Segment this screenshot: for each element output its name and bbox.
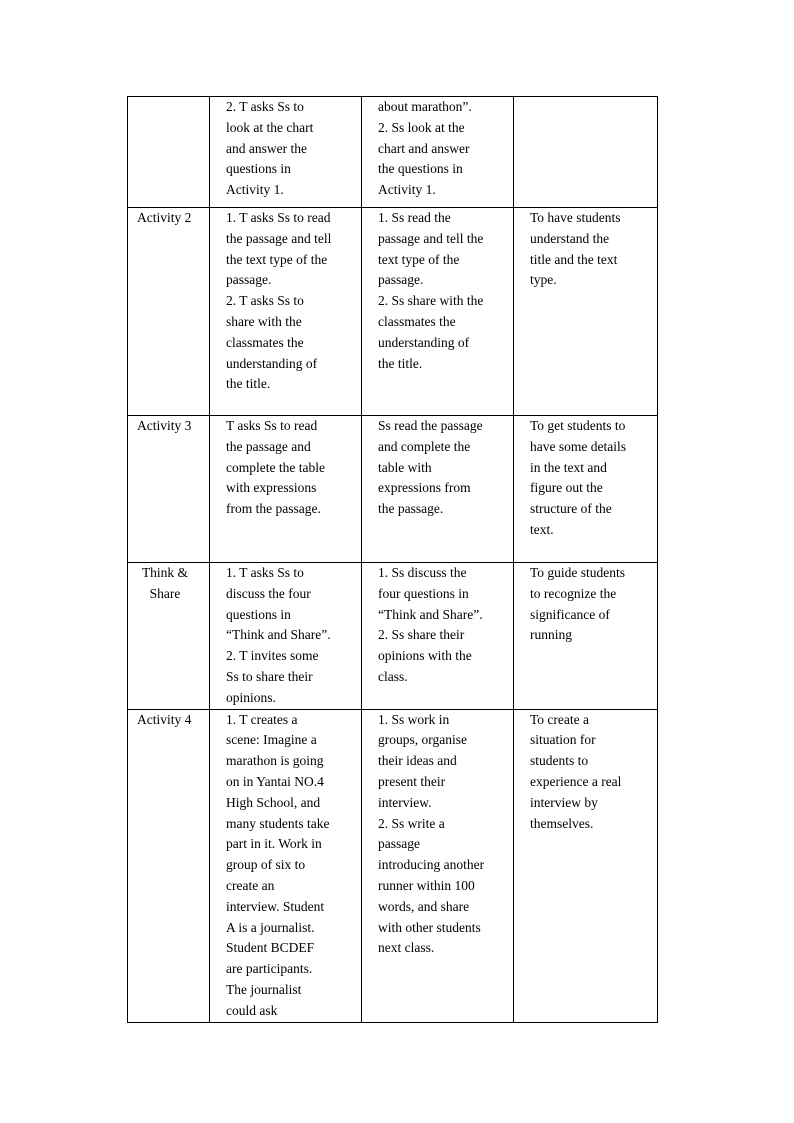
purpose-text-line: understand the xyxy=(530,230,610,246)
table-row xyxy=(128,208,658,416)
activity-text-line: Activity 4 xyxy=(137,711,192,727)
teacher-text-line: look at the chart xyxy=(226,119,314,135)
students-text-line: 2. Ss share their xyxy=(378,627,465,643)
students-text-line: classmates the xyxy=(378,313,456,329)
lesson-plan-body xyxy=(128,97,658,1023)
teacher-text-line: A is a journalist. xyxy=(226,919,315,935)
teacher-text-line: the title. xyxy=(226,376,271,392)
teacher-text-line: Student BCDEF xyxy=(226,940,315,956)
student-activity-cell xyxy=(362,208,514,416)
activity-text-line: Activity 3 xyxy=(137,418,192,433)
students-text-line: the passage. xyxy=(378,501,444,517)
students-text-line: present their xyxy=(378,773,446,789)
purpose-text-line: To have students xyxy=(530,210,621,225)
purpose-text-line: To get students to xyxy=(530,418,626,433)
teacher-text-line: are participants. xyxy=(226,961,313,977)
teacher-activity-cell xyxy=(210,563,362,710)
students-text-line: text type of the xyxy=(378,251,460,267)
table-row xyxy=(128,97,658,208)
purpose-text-line: significance of xyxy=(530,606,610,622)
students-text-line: 1. Ss work in xyxy=(378,711,450,727)
teacher-text-line: understanding of xyxy=(226,355,318,371)
students-text-line: passage. xyxy=(378,272,424,288)
activity-cell xyxy=(128,416,210,563)
purpose-cell xyxy=(514,416,658,563)
teacher-text-line: Activity 1. xyxy=(226,182,284,198)
students-text-line: passage and tell the xyxy=(378,230,484,246)
teacher-text-line: scene: Imagine a xyxy=(226,732,317,748)
students-text-line: four questions in xyxy=(378,585,469,601)
student-activity-cell xyxy=(362,563,514,710)
students-text-line: chart and answer xyxy=(378,140,470,156)
teacher-text-line: High School, and xyxy=(226,794,321,810)
purpose-text-line: students to xyxy=(530,753,589,769)
students-text-line: 1. Ss discuss the xyxy=(378,565,467,580)
students-text-line: passage xyxy=(378,836,420,852)
purpose-cell xyxy=(514,208,658,416)
students-text-line: interview. xyxy=(378,794,432,810)
student-activity-cell xyxy=(362,97,514,208)
purpose-text-line: structure of the xyxy=(530,501,612,517)
purpose-cell xyxy=(514,563,658,710)
students-text-line: words, and share xyxy=(378,898,470,914)
activity-cell xyxy=(128,709,210,1022)
teacher-text-line: 2. T asks Ss to xyxy=(226,293,304,309)
purpose-cell xyxy=(514,709,658,1022)
teacher-text-line: 2. T asks Ss to xyxy=(226,99,304,114)
activity-cell xyxy=(128,208,210,416)
purpose-text-line: running xyxy=(530,627,572,643)
purpose-text-line: in the text and xyxy=(530,459,607,475)
students-text-line: the title. xyxy=(378,355,423,371)
teacher-text-line: passage. xyxy=(226,272,272,288)
students-text-line: 2. Ss look at the xyxy=(378,119,465,135)
teacher-text-line: The journalist xyxy=(226,981,302,997)
teacher-text-line: create an xyxy=(226,877,275,893)
activity-text-line: Activity 2 xyxy=(137,210,192,225)
lesson-plan-table xyxy=(127,96,658,1023)
teacher-activity-cell xyxy=(210,709,362,1022)
teacher-text-line: complete the table xyxy=(226,459,325,475)
table-row xyxy=(128,563,658,710)
teacher-text-line: with expressions xyxy=(226,480,317,496)
purpose-cell xyxy=(514,97,658,208)
activity-text-line: Think & xyxy=(141,565,189,580)
teacher-text-line: on in Yantai NO.4 xyxy=(226,773,324,789)
teacher-text-line: classmates the xyxy=(226,334,304,350)
students-text-line: about marathon”. xyxy=(378,99,472,114)
teacher-activity-cell xyxy=(210,97,362,208)
students-text-line: class. xyxy=(378,668,408,684)
purpose-text-line: themselves. xyxy=(530,815,594,831)
purpose-text-line: To create a xyxy=(530,711,590,727)
purpose-text-line: have some details xyxy=(530,438,626,454)
students-text-line: with other students xyxy=(378,919,481,935)
teacher-text-line: questions in xyxy=(226,161,291,177)
student-activity-cell xyxy=(362,416,514,563)
students-text-line: next class. xyxy=(378,940,435,956)
students-text-line: 1. Ss read the xyxy=(378,210,451,225)
students-text-line: expressions from xyxy=(378,480,471,496)
students-text-line: Ss read the passage xyxy=(378,418,483,433)
students-text-line: 2. Ss write a xyxy=(378,815,445,831)
students-text-line: table with xyxy=(378,459,432,475)
purpose-text-line: To guide students xyxy=(530,565,626,580)
teacher-text-line: opinions. xyxy=(226,689,276,705)
purpose-text-line: title and the text xyxy=(530,251,618,267)
students-text-line: groups, organise xyxy=(378,732,467,748)
teacher-text-line: from the passage. xyxy=(226,501,321,517)
purpose-text-line: type. xyxy=(530,272,557,288)
teacher-text-line: part in it. Work in xyxy=(226,836,322,852)
teacher-text-line: marathon is going xyxy=(226,753,324,769)
purpose-text-line: interview by xyxy=(530,794,598,810)
students-text-line: and complete the xyxy=(378,438,471,454)
teacher-text-line: group of six to xyxy=(226,857,306,873)
teacher-text-line: Ss to share their xyxy=(226,668,313,684)
teacher-text-line: the text type of the xyxy=(226,251,328,267)
students-text-line: Activity 1. xyxy=(378,182,436,198)
activity-cell xyxy=(128,563,210,710)
table-row xyxy=(128,416,658,563)
activity-cell xyxy=(128,97,210,208)
teacher-activity-cell xyxy=(210,208,362,416)
purpose-text-line: text. xyxy=(530,521,554,537)
teacher-text-line: many students take xyxy=(226,815,330,831)
purpose-text-line: to recognize the xyxy=(530,585,617,601)
teacher-text-line: 1. T asks Ss to xyxy=(226,565,304,580)
purpose-text-line: figure out the xyxy=(530,480,603,496)
table-row xyxy=(128,709,658,1022)
students-text-line: runner within 100 xyxy=(378,877,475,893)
teacher-text-line: share with the xyxy=(226,313,302,329)
teacher-text-line: could ask xyxy=(226,1002,278,1018)
teacher-activity-cell xyxy=(210,416,362,563)
teacher-text-line: interview. Student xyxy=(226,898,325,914)
teacher-text-line: 1. T asks Ss to read xyxy=(226,210,331,225)
student-activity-cell xyxy=(362,709,514,1022)
students-text-line: introducing another xyxy=(378,857,485,873)
students-text-line: “Think and Share”. xyxy=(378,606,483,622)
teacher-text-line: T asks Ss to read xyxy=(226,418,318,433)
teacher-text-line: questions in xyxy=(226,606,291,622)
teacher-text-line: “Think and Share”. xyxy=(226,627,331,643)
purpose-text-line: situation for xyxy=(530,732,596,748)
teacher-text-line: and answer the xyxy=(226,140,307,156)
students-text-line: understanding of xyxy=(378,334,470,350)
students-text-line: 2. Ss share with the xyxy=(378,293,484,309)
activity-text-line: Share xyxy=(149,585,181,601)
students-text-line: the questions in xyxy=(378,161,463,177)
teacher-text-line: discuss the four xyxy=(226,585,311,601)
teacher-text-line: the passage and xyxy=(226,438,311,454)
teacher-text-line: 1. T creates a xyxy=(226,711,298,727)
students-text-line: their ideas and xyxy=(378,753,457,769)
students-text-line: opinions with the xyxy=(378,648,472,664)
purpose-text-line: experience a real xyxy=(530,773,622,789)
teacher-text-line: the passage and tell xyxy=(226,230,332,246)
teacher-text-line: 2. T invites some xyxy=(226,648,319,664)
